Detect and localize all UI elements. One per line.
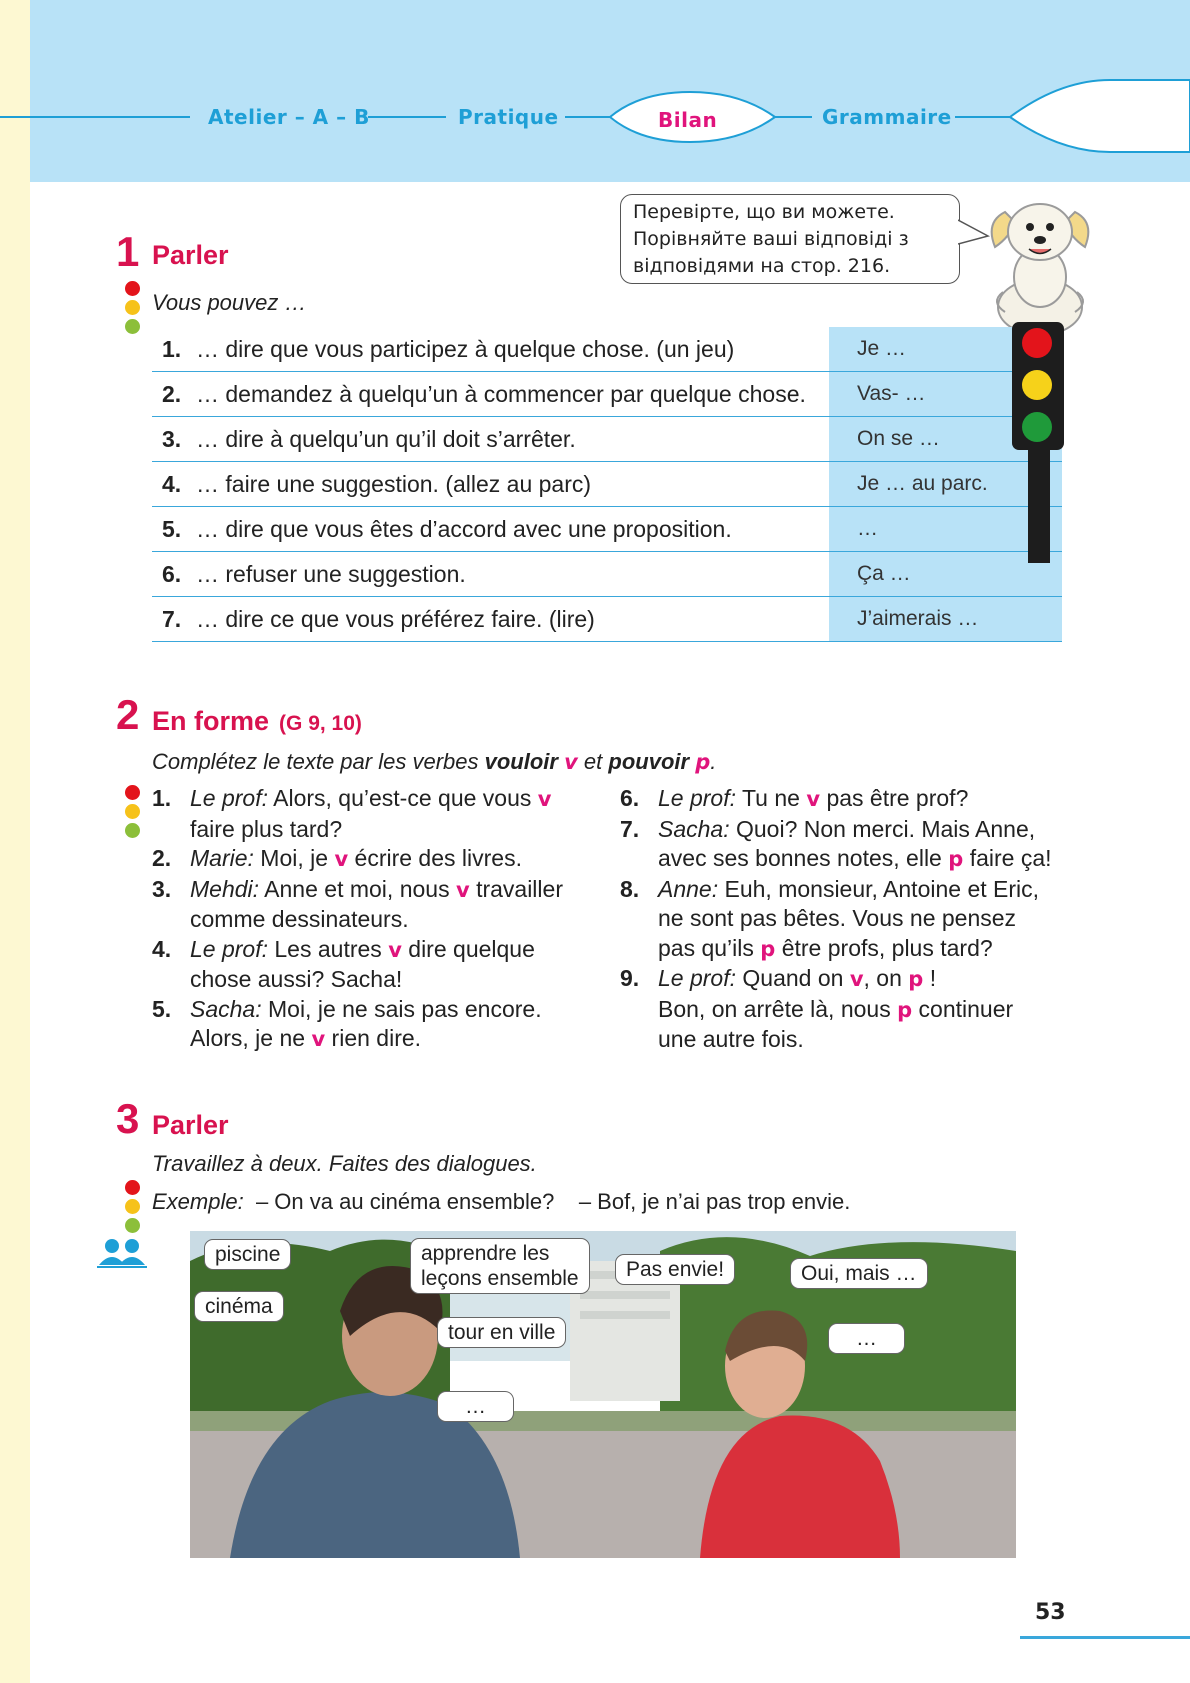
bubble-line: Перевірте, що ви можете. <box>633 201 895 223</box>
example-line: – On va au cinéma ensemble? <box>255 1189 555 1214</box>
difficulty-lights-icon <box>125 1180 141 1237</box>
line-text: être profs, plus tard? <box>781 934 993 961</box>
line-text: Anne et moi, nous <box>264 875 450 902</box>
row-number: 2. <box>152 372 196 417</box>
row-prompt: … dire que vous participez à quelque chose. (un jeu) <box>196 327 829 372</box>
row-number: 4. <box>152 462 196 507</box>
row-number: 7. <box>152 597 196 642</box>
line-text: avec ses bonnes notes, elle <box>658 845 942 871</box>
line-text: faire ça! <box>969 845 1052 871</box>
line-text: écrire des livres. <box>354 845 522 871</box>
dog-mascot-icon <box>985 192 1095 342</box>
traffic-light-icon <box>1012 322 1064 450</box>
line-text: Quand on <box>742 965 844 991</box>
mascot-speech-bubble <box>620 194 960 284</box>
line-text: Tu ne <box>741 785 800 811</box>
exercise-3-instruction: Travaillez à deux. Faites des dialogues. <box>152 1151 537 1176</box>
example-line: – Bof, je n’ai pas trop envie. <box>578 1189 851 1214</box>
dialogue-line-6 <box>620 784 1070 815</box>
bubble-line: apprendre les <box>421 1242 550 1265</box>
pair-work-icon <box>97 1237 147 1269</box>
line-number: 4. <box>152 935 172 962</box>
line-text: ne sont pas bêtes. Vous ne pensez <box>658 905 1017 931</box>
dialogue-line-2 <box>152 844 617 875</box>
exercise-1-number: 1 <box>116 228 140 275</box>
line-text: rien dire. <box>331 1025 422 1051</box>
table-row <box>152 327 1062 372</box>
exercise-2-number: 2 <box>116 691 140 738</box>
speech-bubble-tour: tour en ville <box>437 1317 566 1348</box>
marker-p: p <box>760 936 776 961</box>
row-prompt: … dire ce que vous préférez faire. (lire) <box>196 597 829 642</box>
exercise-3-photo <box>190 1231 1016 1558</box>
row-prompt: … dire que vous êtes d’accord avec une proposition. <box>196 507 829 552</box>
row-answer: … <box>829 507 1062 552</box>
speaker: Mehdi: <box>190 875 260 902</box>
row-number: 3. <box>152 417 196 462</box>
dialogue-line-8 <box>620 875 1070 965</box>
dialogue-right-column <box>620 784 1070 1055</box>
line-text: une autre fois. <box>658 1026 804 1052</box>
line-text: chose aussi? Sacha! <box>190 966 403 992</box>
marker-v: v <box>334 847 349 871</box>
table-row <box>152 417 1062 462</box>
nav-tab-pratique[interactable]: Pratique <box>458 105 559 129</box>
row-number: 5. <box>152 507 196 552</box>
line-number: 6. <box>620 785 640 811</box>
line-number: 8. <box>620 875 640 902</box>
speaker: Le prof: <box>190 935 268 962</box>
row-prompt: … demandez à quelqu’un à commencer par quelque chose. <box>196 372 829 417</box>
marker-p: p <box>908 967 924 991</box>
line-text: comme dessinateurs. <box>190 906 409 932</box>
line-number: 2. <box>152 845 172 871</box>
speech-bubble-oui-mais: Oui, mais … <box>790 1258 928 1289</box>
marker-p: p <box>897 997 913 1022</box>
example-label: Exemple: <box>152 1189 244 1214</box>
speech-bubble-pas-envie: Pas envie! <box>615 1254 735 1285</box>
speaker: Le prof: <box>658 785 736 811</box>
marker-p: p <box>695 750 711 774</box>
marker-v: v <box>311 1027 326 1051</box>
speaker: Sacha: <box>190 995 262 1022</box>
exercise-1-title: Parler <box>152 240 229 270</box>
speech-bubble-cinema: cinéma <box>194 1291 284 1322</box>
speaker: Sacha: <box>658 815 730 842</box>
bubble-line: leçons ensemble <box>421 1267 579 1290</box>
left-margin-strip <box>0 0 30 1683</box>
exercise-1-instruction: Vous pouvez … <box>152 290 307 315</box>
row-answer: Je … <box>829 327 1062 372</box>
marker-v: v <box>537 787 552 811</box>
speech-bubble-piscine: piscine <box>204 1239 291 1270</box>
dialogue-line-7 <box>620 815 1070 875</box>
difficulty-lights-icon <box>125 281 141 338</box>
instruction-text: Complétez le texte par les verbes <box>152 749 479 774</box>
table-row <box>152 507 1062 552</box>
speech-bubble-dots-left: … <box>437 1391 514 1422</box>
verb-pouvoir: pouvoir <box>608 749 690 774</box>
marker-v: v <box>388 937 402 962</box>
line-text: Bon, on arrête là, nous <box>658 995 891 1022</box>
line-text: Les autres <box>274 935 382 962</box>
instruction-text: . <box>710 749 717 774</box>
speaker: Le prof: <box>658 965 736 991</box>
line-text: ! <box>929 965 937 991</box>
speaker: Le prof: <box>190 785 268 811</box>
table-row <box>152 552 1062 597</box>
exercise-1-table <box>152 327 1062 642</box>
table-row <box>152 372 1062 417</box>
line-text: Moi, je <box>260 845 329 871</box>
dialogue-line-4 <box>152 935 617 995</box>
line-text: Quoi? Non merci. Mais Anne, <box>736 815 1036 842</box>
exercise-2-instruction <box>152 749 716 775</box>
line-text: travailler <box>476 875 563 902</box>
marker-p: p <box>948 847 964 871</box>
nav-tab-atelier[interactable]: Atelier – A – B <box>208 105 370 129</box>
line-text: Alors, qu’est-ce que vous <box>273 785 532 811</box>
marker-v: v <box>455 877 470 902</box>
nav-tab-bilan[interactable]: Bilan <box>658 108 718 132</box>
line-text: Moi, je ne sais pas encore. <box>268 995 542 1022</box>
row-answer: Ça … <box>829 552 1062 597</box>
verb-vouloir: vouloir <box>484 749 558 774</box>
page-number-rule <box>1020 1636 1190 1639</box>
row-number: 6. <box>152 552 196 597</box>
speaker: Anne: <box>658 875 719 902</box>
row-answer: Vas- … <box>829 372 1062 417</box>
speech-bubble-dots-right: … <box>828 1323 905 1354</box>
line-text: Alors, je ne <box>190 1025 306 1051</box>
dialogue-line-5 <box>152 995 617 1055</box>
dialogue-left-column <box>152 784 617 1055</box>
line-text: Euh, monsieur, Antoine et Eric, <box>724 875 1040 902</box>
exercise-2-title <box>152 706 362 737</box>
nav-tab-grammaire[interactable]: Grammaire <box>822 105 952 129</box>
row-answer: J’aimerais … <box>829 597 1062 642</box>
line-number: 7. <box>620 815 640 842</box>
row-prompt: … dire à quelqu’un qu’il doit s’arrêter. <box>196 417 829 462</box>
line-text: pas être prof? <box>826 785 969 811</box>
speech-bubble-lecons <box>410 1238 590 1294</box>
marker-v: v <box>849 967 864 991</box>
line-text: pas qu’ils <box>658 934 754 961</box>
marker-v: v <box>564 750 578 774</box>
nav-line-graphic <box>0 70 1190 160</box>
line-text: dire quelque <box>408 935 535 962</box>
row-answer: Je … au parc. <box>829 462 1062 507</box>
line-number: 3. <box>152 875 172 902</box>
instruction-text: et <box>583 749 603 774</box>
bubble-line: Порівняйте ваші відповіді з <box>633 228 909 250</box>
exercise-3-number: 3 <box>116 1095 140 1142</box>
table-row <box>152 462 1062 507</box>
row-prompt: … refuser une suggestion. <box>196 552 829 597</box>
row-prompt: … faire une suggestion. (allez au parc) <box>196 462 829 507</box>
page-number: 53 <box>1035 1600 1066 1625</box>
dialogue-line-1 <box>152 784 617 844</box>
dialogue-line-3 <box>152 875 617 935</box>
traffic-light-pole <box>1028 448 1050 563</box>
grammar-reference: (G 9, 10) <box>279 712 362 735</box>
exercise-2-title-text: En forme <box>152 706 270 736</box>
difficulty-lights-icon <box>125 785 141 842</box>
line-text: , on <box>863 965 902 991</box>
marker-v: v <box>806 787 821 811</box>
exercise-3-example <box>152 1189 850 1215</box>
bubble-line: відповідями на стор. 216. <box>633 255 891 277</box>
line-number: 1. <box>152 785 172 811</box>
line-text: faire plus tard? <box>190 815 343 842</box>
line-number: 5. <box>152 995 172 1022</box>
line-text: continuer <box>918 995 1014 1022</box>
speaker: Marie: <box>190 845 254 871</box>
line-number: 9. <box>620 965 640 991</box>
row-number: 1. <box>152 327 196 372</box>
exercise-3-title: Parler <box>152 1110 229 1140</box>
row-answer: On se … <box>829 417 1062 462</box>
table-row <box>152 597 1062 642</box>
dialogue-line-9 <box>620 964 1070 1055</box>
